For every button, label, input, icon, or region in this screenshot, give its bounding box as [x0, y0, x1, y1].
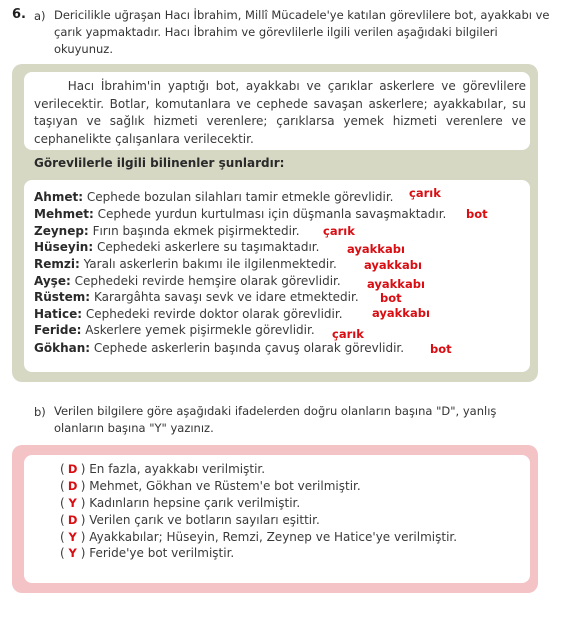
- worker-duty: Fırın başında ekmek pişirmektedir.: [92, 224, 300, 238]
- statement-text: Verilen çarık ve botların sayıları eşittir.: [89, 513, 320, 527]
- statement-row: ( D ) Mehmet, Gökhan ve Rüstem'e bot verilmiştir.: [60, 479, 361, 493]
- worker-name: Feride:: [34, 323, 82, 337]
- handwritten-answer: ayakkabı: [347, 242, 405, 256]
- question-number: 6.: [12, 7, 26, 22]
- statement-text: Ayakkabılar; Hüseyin, Remzi, Zeynep ve Hatice'ye verilmiştir.: [89, 530, 458, 544]
- part-b-label: b): [34, 405, 46, 419]
- statement-row: ( D ) Verilen çarık ve botların sayıları eşittir.: [60, 513, 320, 527]
- worker-row: [34, 290, 359, 304]
- part-a-text: Dericilikle uğraşan Hacı İbrahim, Millî Mücadele'ye katılan görevlilere bot, ayakkabı ve çarık yapmaktadır. Hacı İbrahim ve görevlilerle ilgili verilen aşağıdaki bilgileri okuyunuz.: [54, 8, 550, 56]
- worker-name: Remzi:: [34, 257, 80, 271]
- handwritten-answer: ayakkabı: [372, 306, 430, 320]
- worker-name: Hatice:: [34, 307, 83, 321]
- worker-name: Rüstem:: [34, 290, 91, 304]
- handwritten-answer: ayakkabı: [367, 277, 425, 291]
- worker-duty: Cephedeki revirde hemşire olarak görevlidir.: [74, 274, 341, 288]
- worker-name: Ayşe:: [34, 274, 71, 288]
- worker-row: [34, 341, 404, 355]
- worker-name: Hüseyin:: [34, 240, 94, 254]
- worker-row: [34, 323, 315, 337]
- worker-duty: Cephedeki revirde doktor olarak görevlidir.: [85, 307, 343, 321]
- worker-name: Zeynep:: [34, 224, 89, 238]
- handwritten-answer: bot: [430, 342, 452, 356]
- handwritten-answer: çarık: [332, 327, 364, 341]
- worker-row: [34, 190, 394, 204]
- statement-text: Feride'ye bot verilmiştir.: [89, 546, 235, 560]
- statement-text: En fazla, ayakkabı verilmiştir.: [89, 462, 266, 476]
- worker-duty: Cephede askerlerin başında çavuş olarak görevlidir.: [93, 341, 405, 355]
- handwritten-answer: çarık: [409, 186, 441, 200]
- worker-duty: Cephede bozulan silahları tamir etmekle görevlidir.: [86, 190, 394, 204]
- answer-mark[interactable]: Y: [68, 496, 77, 510]
- worker-duty: Cephedeki askerlere su taşımaktadır.: [96, 240, 320, 254]
- statement-text: Kadınların hepsine çarık verilmiştir.: [89, 496, 301, 510]
- intro-text: Hacı İbrahim'in yaptığı bot, ayakkabı ve çarıklar askerlere ve görevlilere verilecektir. Botlar, komutanlara ve cephede savaşan askerlere; ayakkabılar, su taşıyan ve sağlık hizmeti verenlere; çarıklarsa yemek hizmeti verenlere ve cephanelikte çalışanlara verilecektir.: [34, 79, 527, 146]
- worker-row: [34, 224, 300, 238]
- answer-mark[interactable]: Y: [68, 530, 77, 544]
- worker-duty: Askerlere yemek pişirmekle görevlidir.: [85, 323, 315, 337]
- worker-duty: Karargâhta savaşı sevk ve idare etmektedir.: [93, 290, 359, 304]
- worker-name: Mehmet:: [34, 207, 94, 221]
- worker-name: Gökhan:: [34, 341, 91, 355]
- answer-mark[interactable]: D: [67, 462, 78, 476]
- answer-mark[interactable]: D: [67, 479, 78, 493]
- worker-row: [34, 240, 319, 254]
- worker-name: Ahmet:: [34, 190, 84, 204]
- answer-mark[interactable]: Y: [68, 546, 77, 560]
- statement-text: Mehmet, Gökhan ve Rüstem'e bot verilmiştir.: [89, 479, 361, 493]
- answer-mark[interactable]: D: [67, 513, 78, 527]
- handwritten-answer: bot: [380, 291, 402, 305]
- statement-row: ( Y ) Kadınların hepsine çarık verilmiştir.: [60, 496, 301, 510]
- worker-duty: Cephede yurdun kurtulması için düşmanla savaşmaktadır.: [97, 207, 447, 221]
- worker-row: [34, 274, 341, 288]
- handwritten-answer: ayakkabı: [364, 258, 422, 272]
- part-a-label: a): [34, 9, 46, 23]
- statement-row: ( D ) En fazla, ayakkabı verilmiştir.: [60, 462, 266, 476]
- handwritten-answer: çarık: [323, 224, 355, 238]
- part-b-text: Verilen bilgilere göre aşağıdaki ifadelerden doğru olanların başına "D", yanlış olanların başına "Y" yazınız.: [54, 404, 497, 435]
- statement-row: ( Y ) Feride'ye bot verilmiştir.: [60, 546, 235, 560]
- worker-row: [34, 207, 446, 221]
- known-heading: Görevlilerle ilgili bilinenler şunlardır:: [34, 156, 285, 170]
- handwritten-answer: bot: [466, 207, 488, 221]
- statement-row: ( Y ) Ayakkabılar; Hüseyin, Remzi, Zeynep ve Hatice'ye verilmiştir.: [60, 530, 458, 544]
- worker-duty: Yaralı askerlerin bakımı ile ilgilenmektedir.: [83, 257, 337, 271]
- worker-row: [34, 257, 337, 271]
- worker-row: [34, 307, 343, 321]
